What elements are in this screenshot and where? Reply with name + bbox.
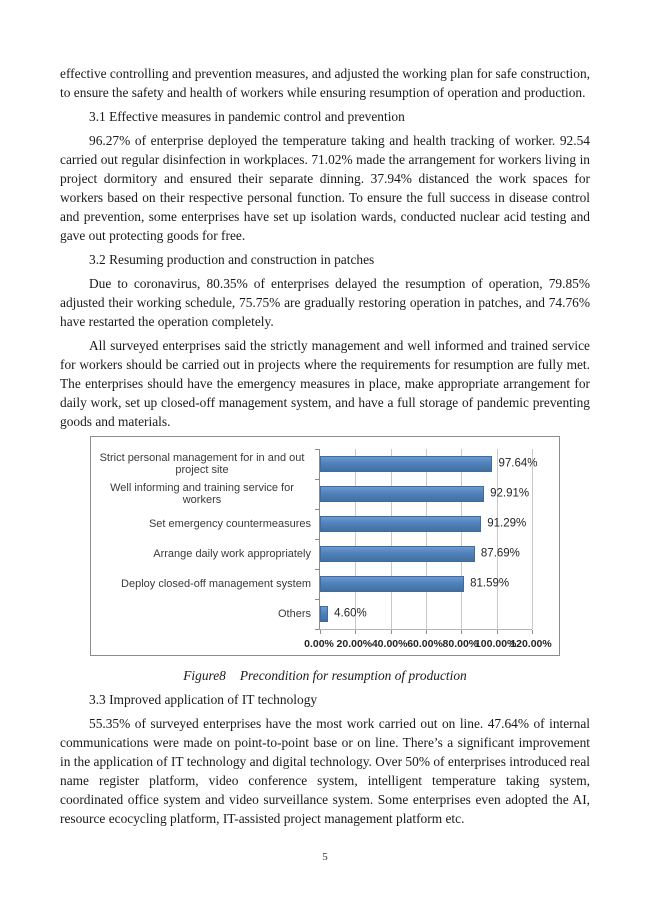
figure-caption-text: Precondition for resumption of production: [239, 668, 467, 683]
chart-axis-tick-label: 80.00%: [442, 638, 479, 650]
chart-category-tick: [315, 539, 319, 540]
chart-bar: [320, 606, 328, 622]
chart-bar: [320, 576, 464, 592]
chart-value-label: 4.60%: [334, 607, 367, 620]
chart-plot-area: [319, 449, 538, 630]
chart-gridline: [532, 449, 533, 629]
chart-axis-tick-label: 0.00%: [304, 638, 334, 650]
chart-category-tick: [315, 629, 319, 630]
chart-axis-tick-label: 40.00%: [371, 638, 408, 650]
chart-axis-tick: [320, 630, 321, 634]
figure8-bar-chart: [90, 436, 560, 656]
chart-value-label: 92.91%: [490, 487, 530, 500]
chart-bar-row: [320, 539, 532, 569]
chart-category-cell: [93, 449, 311, 479]
chart-category-label: Others: [277, 607, 311, 620]
figure-caption-label: Figure8: [183, 668, 226, 683]
paragraph-3-3: 55.35% of surveyed enterprises have the most work carried out on line. 47.64% of internal communications were made on point-to-point base or on line. There’s a significant improvement in the application of IT technology and digital technology. Over 50% of enterprises introduced real name register platform, video conference system, intelligent temperature taking system, coordinated office system and video surveillance system. Some enterprises even adopted the AI, resource ecocycling platform, IT-assisted project management platform etc.: [60, 716, 590, 826]
section-heading-3-2: 3.2 Resuming production and construction in patches: [89, 252, 375, 267]
chart-bar: [320, 456, 492, 472]
chart-value-label: 97.64%: [498, 457, 538, 470]
chart-value-label: 81.59%: [470, 577, 510, 590]
chart-axis-tick-label: 60.00%: [407, 638, 443, 650]
chart-bar-row: [320, 509, 532, 539]
chart-category-tick: [315, 449, 319, 450]
chart-category-tick: [315, 569, 319, 570]
chart-category-tick: [315, 509, 319, 510]
chart-category-label: Arrange daily work appropriately: [153, 547, 311, 560]
chart-axis-tick: [391, 630, 392, 634]
chart-axis-tick: [355, 630, 356, 634]
chart-category-cell: [93, 479, 311, 509]
chart-axis-tick: [532, 630, 533, 634]
chart-bar: [320, 486, 484, 502]
chart-bar: [320, 516, 481, 532]
chart-category-label: Well informing and training service for workers: [110, 481, 294, 506]
chart-bar-row: [320, 599, 532, 629]
section-heading-3-1: 3.1 Effective measures in pandemic control and prevention: [89, 109, 405, 124]
chart-category-tick: [315, 479, 319, 480]
chart-category-axis: [93, 449, 319, 630]
chart-axis-tick: [497, 630, 498, 634]
chart-value-label: 91.29%: [487, 517, 527, 530]
chart-category-label: Deploy closed-off management system: [121, 577, 311, 590]
chart-category-tick: [315, 599, 319, 600]
chart-body: [91, 437, 559, 630]
paragraph-3-2b: All surveyed enterprises said the strictly management and well informed and trained service for workers should be carried out in projects where the requirements for resumption are fully met. The enterprises should have the emergency measures in place, make appropriate arrangement for daily work, set up closed-off management system, and have a full storage of pandemic preventing goods and materials.: [60, 338, 590, 429]
chart-category-cell: [93, 509, 311, 539]
chart-axis-tick-label: 100.00%: [474, 638, 517, 650]
chart-bar-row: [320, 479, 532, 509]
section-heading-3-3: 3.3 Improved application of IT technology: [89, 692, 318, 707]
chart-value-axis: [304, 635, 552, 651]
figure-caption: [60, 666, 590, 685]
chart-bar-row: [320, 449, 538, 479]
chart-bar: [320, 546, 475, 562]
chart-bar-row: [320, 569, 532, 599]
chart-axis-tick-label: 120.00%: [510, 638, 552, 650]
page-number: 5: [322, 851, 328, 863]
chart-category-label: Strict personal management for in and out project site: [99, 451, 305, 476]
chart-value-label: 87.69%: [480, 547, 520, 560]
chart-category-cell: [93, 539, 311, 569]
chart-category-cell: [93, 569, 311, 599]
chart-category-label: Set emergency countermeasures: [148, 517, 311, 530]
chart-axis-tick: [426, 630, 427, 634]
paragraph-3-1: 96.27% of enterprise deployed the temperature taking and health tracking of worker. 92.54 carried out regular disinfection in workplaces. 71.02% made the arrangement for workers living in project dormitory and ensured their separate dinning. 37.94% distanced the work spaces for workers based on their respective personal function. To ensure the full success in disease control and prevention, some enterprises have set up isolation wards, conducted nuclear acid testing and gave out protecting goods for free.: [60, 133, 590, 243]
chart-axis-tick: [461, 630, 462, 634]
chart-category-cell: [93, 599, 311, 629]
chart-axis-tick-label: 20.00%: [336, 638, 373, 650]
paragraph-3-2a: Due to coronavirus, 80.35% of enterprises delayed the resumption of operation, 79.85% adjusted their working schedule, 75.75% are gradually restoring operation in patches, and 74.76% have restarted the operation completely.: [60, 276, 590, 329]
paragraph-continuation: effective controlling and prevention measures, and adjusted the working plan for safe construction, to ensure the safety and health of workers while ensuring resumption of operation and production.: [60, 66, 591, 100]
